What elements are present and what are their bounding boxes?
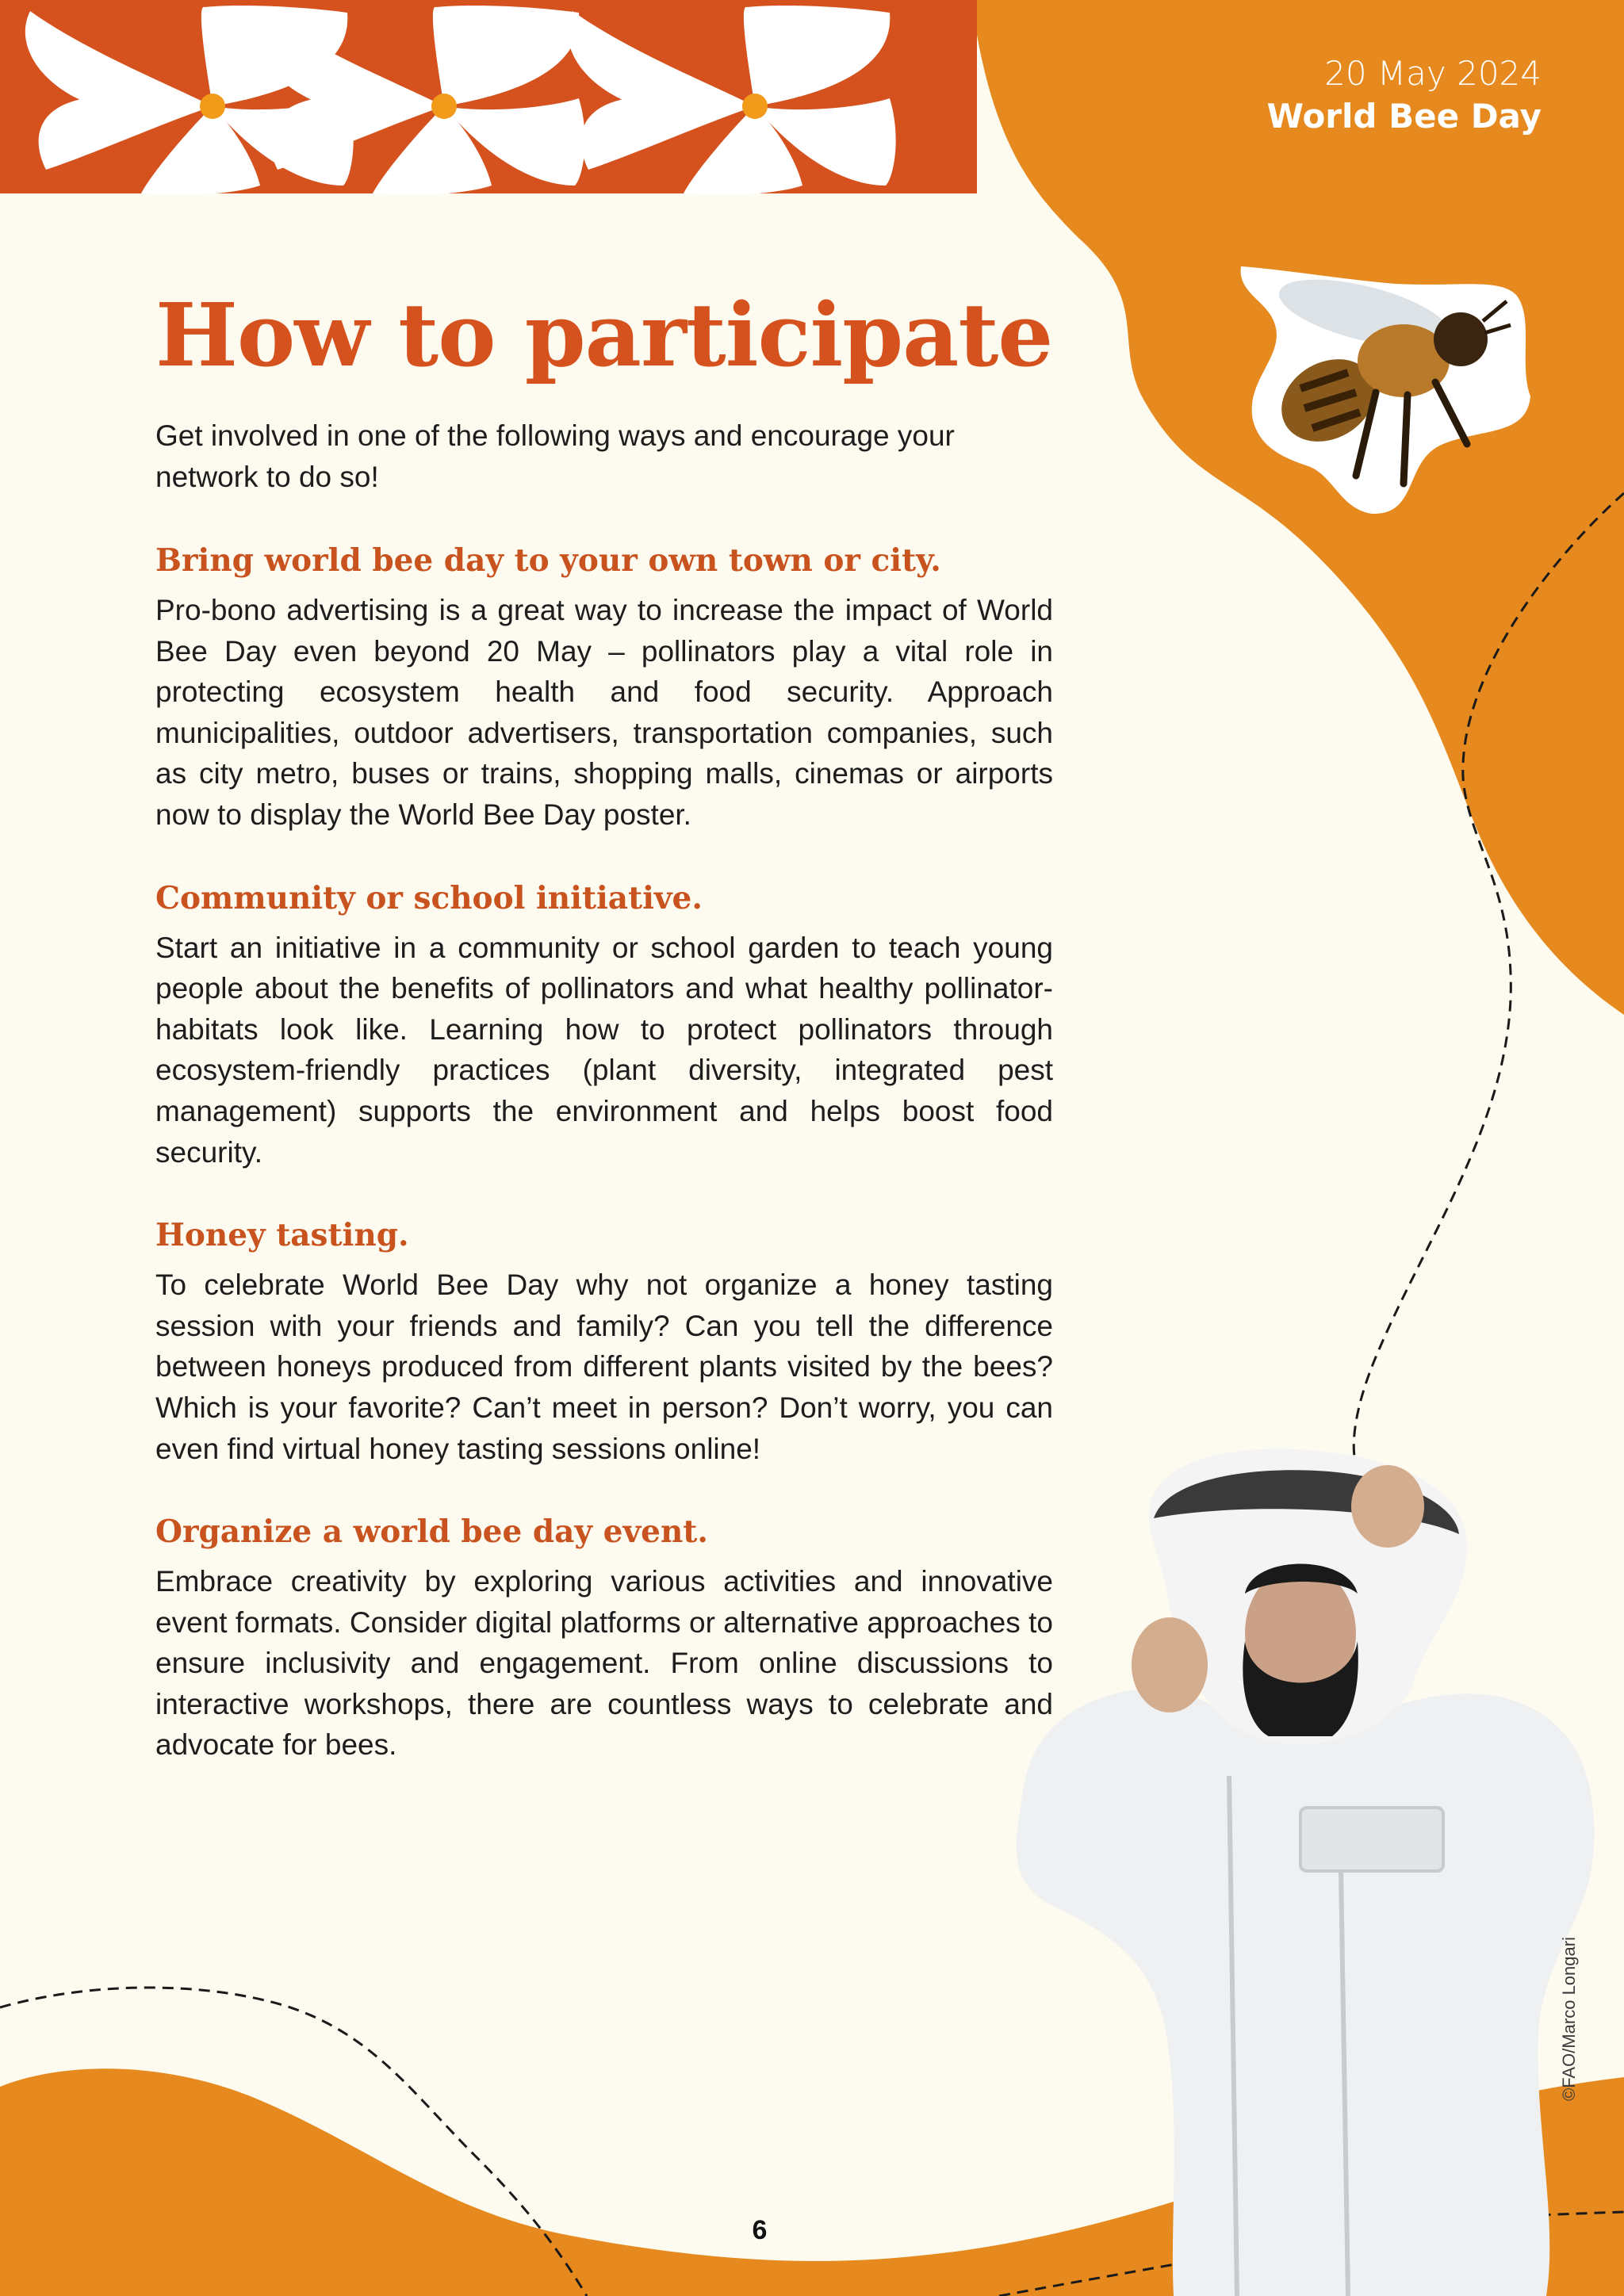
photo-credit: ©FAO/Marco Longari: [1559, 1937, 1579, 2101]
section-organize-event: [155, 1510, 1053, 1766]
section-heading: Organize a world bee day event.: [155, 1513, 708, 1551]
section-body: Embrace creativity by exploring various activities and innovative event formats. Consider digital platforms or alternative approaches to ensure inclusivity and engagement. From online discussions to interactive workshops, there are countless ways to celebrate and advocate for bees.: [155, 1565, 1053, 1762]
section-town-city: [155, 539, 1053, 836]
page-title: How to participate: [155, 284, 1053, 386]
header-event-name: World Bee Day: [1266, 97, 1542, 136]
section-body: Start an initiative in a community or school garden to teach young people about the benefits of pollinators and what healthy pollinator-habitats look like. Learning how to protect pollinators through ecosystem-friendly practices (plant diversity, integrated pest management) supports the environment and helps boost food security.: [155, 931, 1053, 1169]
section-community-school: [155, 877, 1053, 1173]
section-honey-tasting: [155, 1214, 1053, 1469]
section-body: Pro-bono advertising is a great way to increase the impact of World Bee Day even beyond 20 May – pollinators play a vital role in protecting ecosystem health and food security. Approach municipalities, outdoor advertisers, transportation companies, such as city metro, buses or trains, shopping malls, cinemas or airports now to display the World Bee Day poster.: [155, 594, 1053, 831]
beekeeper-hand-right: [1351, 1465, 1424, 1548]
main-content: [155, 276, 1053, 1766]
section-heading: Honey tasting.: [155, 1217, 409, 1254]
header-date: 20 May 2024: [1324, 54, 1542, 93]
beekeeper-hand-left: [1132, 1617, 1208, 1712]
section-heading: Bring world bee day to your own town or city.: [155, 542, 941, 579]
section-heading: Community or school initiative.: [155, 879, 703, 916]
section-body: To celebrate World Bee Day why not organize a honey tasting session with your friends and family? Can you tell the difference between honeys produced from different plants visited by the bees? Which is your favorite? Can’t meet in person? Don’t worry, you can even find virtual honey tasting sessions online!: [155, 1269, 1053, 1465]
page-number: 6: [752, 2215, 768, 2245]
header-date-block: [1267, 52, 1542, 138]
intro-paragraph: Get involved in one of the following ways and encourage your network to do so!: [155, 419, 955, 493]
